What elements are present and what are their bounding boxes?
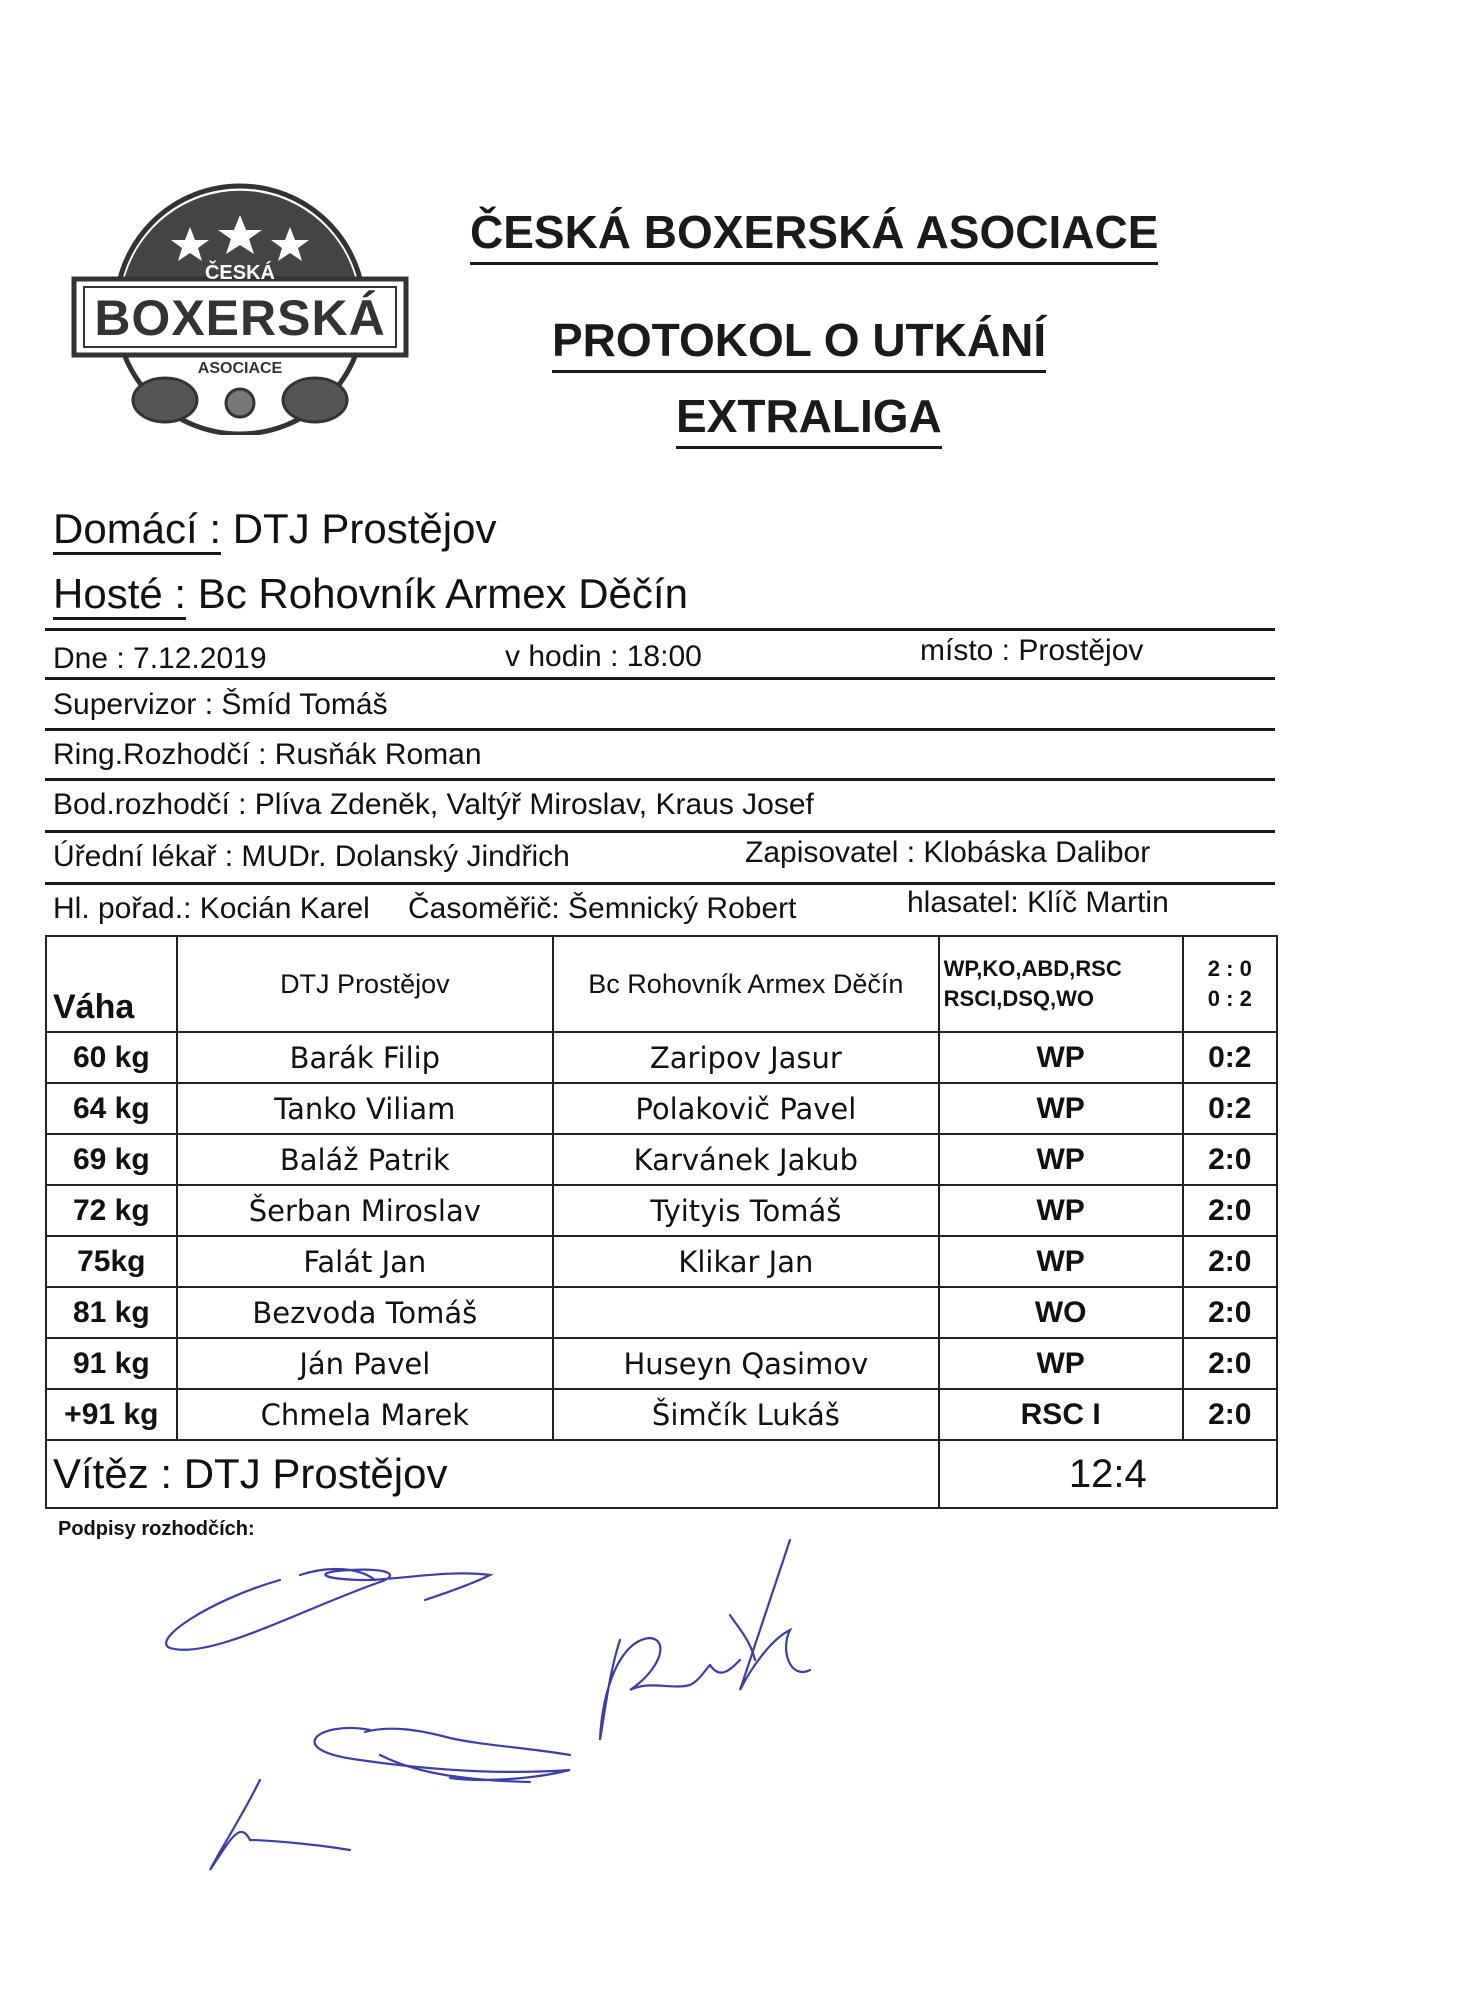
- score-cell: 0:2: [1183, 1083, 1277, 1134]
- table-header-row: [46, 936, 1277, 1032]
- table-row: [46, 1338, 1277, 1389]
- header-result-line2: RSCI,DSQ,WO: [943, 986, 1095, 1011]
- table-row: [46, 1083, 1277, 1134]
- winner: Vítěz : DTJ Prostějov: [46, 1440, 939, 1508]
- organizer: Hl. pořad.: Kocián Karel: [53, 892, 370, 925]
- info-row-supervisor: [45, 680, 1275, 730]
- score-cell: 2:0: [1183, 1185, 1277, 1236]
- result-cell: WP: [939, 1032, 1183, 1083]
- info-row-ring-referee: [45, 730, 1275, 780]
- logo-text-line3: ASOCIACE: [197, 360, 283, 377]
- logo-text-line2: BOXERSKÁ: [94, 290, 386, 346]
- guest-boxer-cell: Šimčík Lukáš: [553, 1389, 939, 1440]
- signatures-label: Podpisy rozhodčích:: [58, 1518, 255, 1540]
- judges: Bod.rozhodčí : Plíva Zdeněk, Valtýř Miroslav, Kraus Josef: [53, 788, 814, 821]
- table-row: [46, 1134, 1277, 1185]
- weight-cell: 60 kg: [46, 1032, 177, 1083]
- winner-row: [46, 1440, 1277, 1508]
- score-cell: 2:0: [1183, 1236, 1277, 1287]
- home-boxer-cell: Baláž Patrik: [177, 1134, 553, 1185]
- home-label: Domácí :: [53, 505, 221, 555]
- score-cell: 2:0: [1183, 1338, 1277, 1389]
- guest-boxer-cell: Tyityis Tomáš: [553, 1185, 939, 1236]
- match-date: Dne : 7.12.2019: [53, 642, 267, 675]
- result-cell: WP: [939, 1134, 1183, 1185]
- table-row: [46, 1236, 1277, 1287]
- doctor: Úřední lékař : MUDr. Dolanský Jindřich: [53, 840, 570, 873]
- home-team-line: [53, 505, 496, 553]
- referee-signatures: [150, 1520, 900, 1880]
- protocol-title: PROTOKOL O UTKÁNÍ: [552, 316, 1046, 373]
- home-boxer-cell: Ján Pavel: [177, 1338, 553, 1389]
- score-cell: 2:0: [1183, 1134, 1277, 1185]
- header-score-line2: 0 : 2: [1207, 986, 1252, 1011]
- info-row-date: [45, 630, 1275, 680]
- score-cell: 2:0: [1183, 1287, 1277, 1338]
- supervisor: Supervizor : Šmíd Tomáš: [53, 688, 388, 721]
- home-boxer-cell: Chmela Marek: [177, 1389, 553, 1440]
- table-row: [46, 1185, 1277, 1236]
- header-result-line1: WP,KO,ABD,RSC: [943, 956, 1122, 982]
- recorder: Zapisovatel : Klobáska Dalibor: [745, 836, 1151, 869]
- weight-cell: 69 kg: [46, 1134, 177, 1185]
- header-home-team: DTJ Prostějov: [177, 936, 553, 1032]
- info-row-judges: [45, 780, 1275, 830]
- guest-boxer-cell: Klikar Jan: [553, 1236, 939, 1287]
- result-cell: WO: [939, 1287, 1183, 1338]
- match-place: místo : Prostějov: [920, 634, 1144, 667]
- total-score: 12:4: [939, 1440, 1277, 1508]
- weight-cell: 75kg: [46, 1236, 177, 1287]
- weight-cell: 81 kg: [46, 1287, 177, 1338]
- score-cell: 0:2: [1183, 1032, 1277, 1083]
- weight-cell: 64 kg: [46, 1083, 177, 1134]
- ring-referee: Ring.Rozhodčí : Rusňák Roman: [53, 738, 482, 771]
- league-title: EXTRALIGA: [676, 392, 942, 449]
- table-row: [46, 1032, 1277, 1083]
- weight-cell: 91 kg: [46, 1338, 177, 1389]
- table-row: [46, 1389, 1277, 1440]
- guest-team-line: [53, 570, 688, 618]
- home-boxer-cell: Bezvoda Tomáš: [177, 1287, 553, 1338]
- home-boxer-cell: Šerban Miroslav: [177, 1185, 553, 1236]
- results-table: [45, 935, 1278, 1509]
- guest-boxer-cell: Polakovič Pavel: [553, 1083, 939, 1134]
- header-score: [1183, 936, 1277, 1032]
- timekeeper: Časoměřič: Šemnický Robert: [408, 892, 797, 925]
- score-cell: 2:0: [1183, 1389, 1277, 1440]
- weight-cell: +91 kg: [46, 1389, 177, 1440]
- table-row: [46, 1287, 1277, 1338]
- home-boxer-cell: Barák Filip: [177, 1032, 553, 1083]
- association-title: ČESKÁ BOXERSKÁ ASOCIACE: [470, 208, 1158, 265]
- result-cell: WP: [939, 1338, 1183, 1389]
- guest-boxer-cell: [553, 1287, 939, 1338]
- header-score-line1: 2 : 0: [1207, 956, 1252, 982]
- guest-boxer-cell: Zaripov Jasur: [553, 1032, 939, 1083]
- boxing-association-logo: [60, 175, 420, 435]
- guest-boxer-cell: Huseyn Qasimov: [553, 1338, 939, 1389]
- guest-team-name: Bc Rohovník Armex Děčín: [197, 570, 688, 617]
- header-guest-team: Bc Rohovník Armex Děčín: [553, 936, 939, 1032]
- header-weight: Váha: [46, 936, 177, 1032]
- logo-text-line1: ČESKÁ: [204, 262, 276, 284]
- home-boxer-cell: Falát Jan: [177, 1236, 553, 1287]
- result-cell: WP: [939, 1083, 1183, 1134]
- result-cell: WP: [939, 1236, 1183, 1287]
- home-boxer-cell: Tanko Viliam: [177, 1083, 553, 1134]
- header-result-codes: [939, 936, 1183, 1032]
- home-team-name: DTJ Prostějov: [232, 505, 497, 552]
- guest-label: Hosté :: [53, 570, 186, 620]
- result-cell: WP: [939, 1185, 1183, 1236]
- match-time: v hodin : 18:00: [505, 640, 702, 673]
- result-cell: RSC I: [939, 1389, 1183, 1440]
- info-row-organizer: [45, 884, 1275, 934]
- guest-boxer-cell: Karvánek Jakub: [553, 1134, 939, 1185]
- info-row-doctor: [45, 832, 1275, 882]
- weight-cell: 72 kg: [46, 1185, 177, 1236]
- announcer: hlasatel: Klíč Martin: [907, 886, 1169, 919]
